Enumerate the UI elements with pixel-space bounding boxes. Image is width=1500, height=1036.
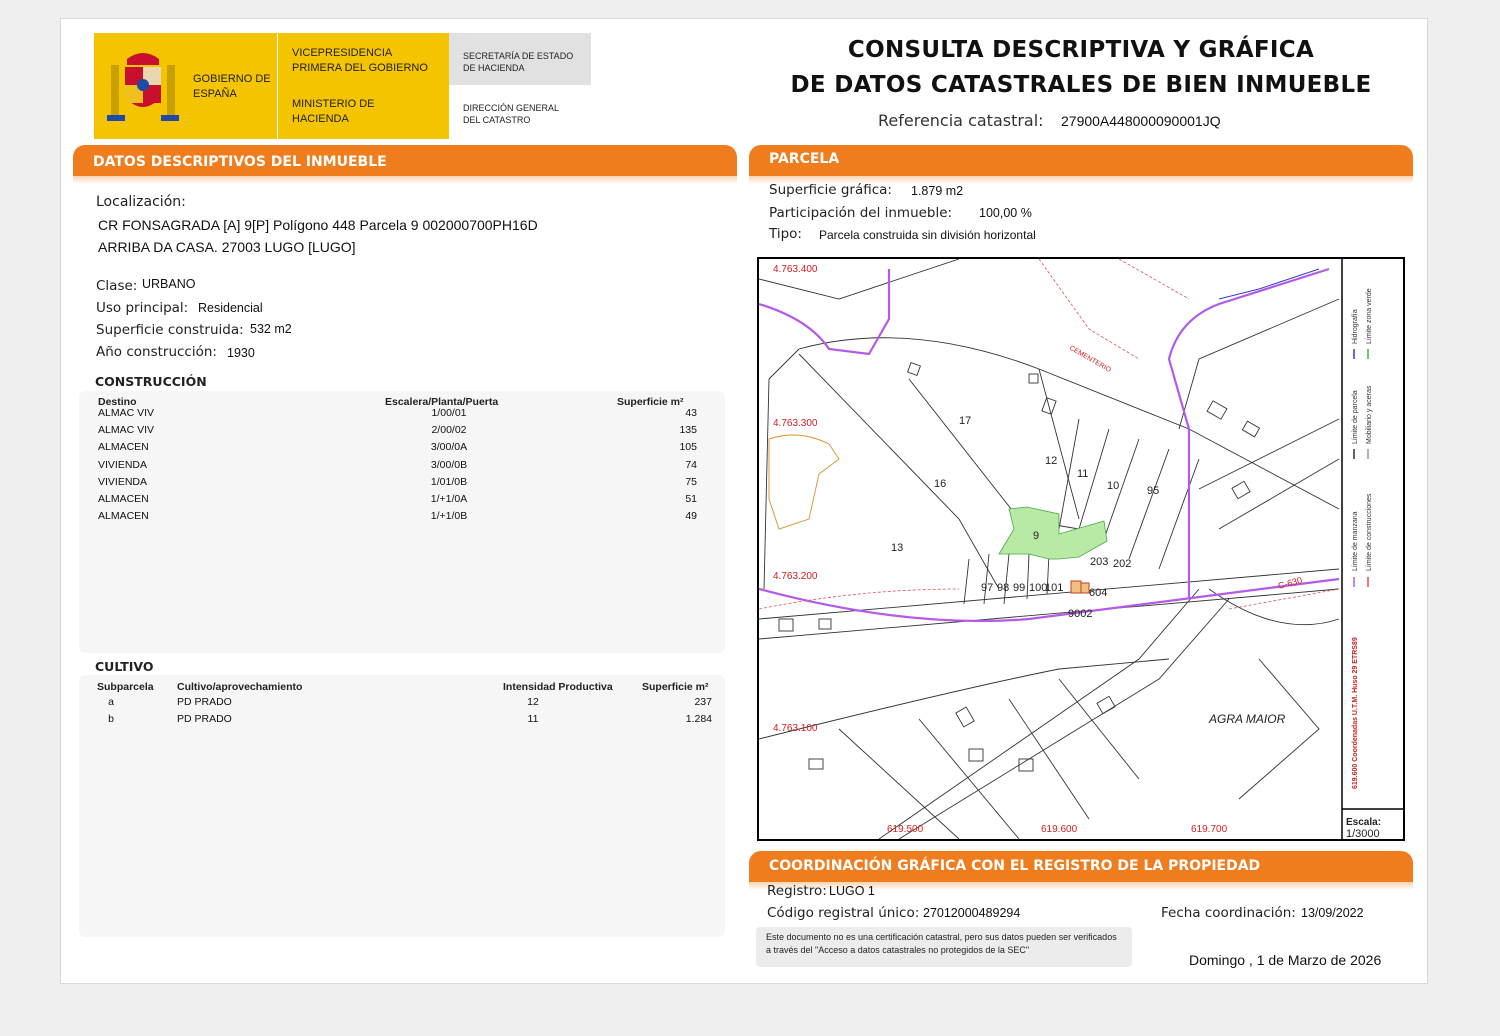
construccion-cell: ALMACEN bbox=[98, 510, 149, 523]
cultivo-cell: 12 bbox=[527, 696, 539, 708]
tipo-value: Parcela construida sin división horizontal bbox=[819, 228, 1036, 242]
construccion-cell: 135 bbox=[679, 424, 697, 437]
construccion-cell: 3/00/0A bbox=[430, 441, 468, 454]
construccion-cell: 1/00/01 bbox=[431, 407, 467, 419]
legend-mobiliario: Mobiliario y aceras bbox=[1366, 385, 1373, 444]
anio-label: Año construcción: bbox=[96, 344, 217, 360]
legend-zona-verde: Límite zona verde bbox=[1366, 288, 1373, 344]
parcela-section-title: PARCELA bbox=[769, 151, 840, 167]
cultivo-cell: 11 bbox=[527, 713, 539, 726]
col-header-cultivo: Cultivo/aprovechamiento bbox=[177, 681, 303, 693]
construccion-cell: 1/+1/0B bbox=[430, 510, 468, 523]
col-header-intensidad: Intensidad Productiva bbox=[503, 681, 613, 693]
localizacion-label: Localización: bbox=[96, 194, 186, 210]
ref-value: 27900A448000090001JQ bbox=[1061, 113, 1221, 129]
coord-y1: 4.763.400 bbox=[773, 264, 818, 275]
gobierno-text: GOBIERNO DE ESPAÑA bbox=[193, 73, 271, 100]
coord-y3: 4.763.200 bbox=[773, 571, 818, 582]
cadastral-map[interactable] bbox=[757, 257, 1405, 841]
map-drawing bbox=[759, 259, 1403, 839]
col-header-escalera: Escalera/Planta/Puerta bbox=[385, 396, 499, 408]
parcela-section-header bbox=[749, 145, 1413, 179]
parcel-number: 101 bbox=[1045, 582, 1064, 594]
street-label-c630: C-630 bbox=[1276, 574, 1304, 591]
construccion-cell: ALMAC VIV bbox=[98, 407, 155, 419]
cultivo-title: CULTIVO bbox=[95, 659, 154, 674]
construccion-cell: ALMACEN bbox=[98, 441, 149, 454]
title-line1: CONSULTA DESCRIPTIVA Y GRÁFICA bbox=[847, 37, 1315, 63]
area-label-agra-maior: AGRA MAIOR bbox=[1209, 712, 1286, 726]
street-label-cementerio: CEMENTERIO bbox=[1068, 344, 1112, 375]
fecha-coordinacion-label: Fecha coordinación: bbox=[1161, 905, 1296, 921]
ministerio-text: MINISTERIO DE HACIENDA bbox=[292, 98, 375, 125]
codigo-label: Código registral único: bbox=[767, 905, 920, 921]
construccion-cell: VIVIENDA bbox=[98, 475, 148, 488]
parcel-number: 9 bbox=[1033, 530, 1040, 542]
construccion-cell: VIVIENDA bbox=[98, 458, 148, 471]
tipo-label: Tipo: bbox=[769, 226, 802, 242]
codigo-value: 27012000489294 bbox=[923, 906, 1021, 920]
datos-section-header bbox=[73, 145, 737, 179]
construccion-cell: 2/00/02 bbox=[431, 424, 467, 437]
participacion-value: 100,00 % bbox=[979, 206, 1032, 220]
construccion-cell: 1/+1/0A bbox=[430, 493, 468, 505]
cultivo-cell: PD PRADO bbox=[177, 696, 232, 708]
parcel-number: 12 bbox=[1045, 455, 1058, 467]
parcel-number: 9002 bbox=[1068, 608, 1093, 620]
coord-x2: 619.600 bbox=[1041, 824, 1078, 835]
construccion-cell: ALMACEN bbox=[98, 493, 149, 505]
parcel-number: 100 bbox=[1029, 582, 1048, 594]
participacion-label: Participación del inmueble: bbox=[769, 205, 953, 221]
cultivo-cell: b bbox=[108, 713, 114, 726]
parcel-number: 604 bbox=[1089, 587, 1108, 599]
localizacion-line1: CR FONSAGRADA [A] 9[P] Polígono 448 Parcela 9 002000700PH16D bbox=[98, 217, 538, 233]
construccion-title: CONSTRUCCIÓN bbox=[95, 374, 207, 389]
cultivo-cell: PD PRADO bbox=[177, 713, 232, 726]
superficie-label: Superficie construida: bbox=[96, 322, 244, 338]
construccion-cell: ALMAC VIV bbox=[98, 424, 155, 437]
fecha-coordinacion-value: 13/09/2022 bbox=[1301, 906, 1364, 920]
legend-limite-parcela: Límite de parcela bbox=[1352, 390, 1359, 444]
construccion-cell: 3/00/0B bbox=[430, 458, 468, 471]
parcel-number: 202 bbox=[1113, 558, 1132, 570]
parcel-number: 17 bbox=[959, 415, 972, 427]
construccion-cell: 1/01/0B bbox=[430, 475, 468, 488]
secretaria-text: SECRETARÍA DE ESTADO DE HACIENDA bbox=[463, 51, 574, 73]
legend-limite-construcciones: Límite de construcciones bbox=[1366, 493, 1373, 571]
superficie-value: 532 m2 bbox=[250, 322, 292, 336]
col-header-superficie: Superficie m² bbox=[617, 396, 684, 408]
cultivo-table bbox=[79, 675, 725, 937]
direccion-text: DIRECCIÓN GENERAL DEL CATASTRO bbox=[463, 103, 559, 125]
cultivo-cell: a bbox=[108, 696, 114, 708]
title-line2: DE DATOS CATASTRALES DE BIEN INMUEBLE bbox=[790, 72, 1372, 98]
parcel-number: 95 bbox=[1147, 485, 1160, 497]
sup-grafica-label: Superficie gráfica: bbox=[769, 182, 892, 198]
parcel-number: 99 bbox=[1013, 582, 1026, 594]
col-header-superficie-cultivo: Superficie m² bbox=[642, 681, 709, 693]
anio-value: 1930 bbox=[227, 346, 255, 360]
construccion-cell: 74 bbox=[685, 458, 697, 471]
construccion-cell: 43 bbox=[685, 407, 697, 419]
document-sheet bbox=[60, 18, 1428, 984]
localizacion-line2: ARRIBA DA CASA. 27003 LUGO [LUGO] bbox=[98, 239, 356, 255]
parcel-number: 98 bbox=[997, 582, 1010, 594]
construccion-table bbox=[79, 391, 725, 653]
datos-section-title: DATOS DESCRIPTIVOS DEL INMUEBLE bbox=[93, 154, 387, 170]
coordinacion-section-title: COORDINACIÓN GRÁFICA CON EL REGISTRO DE LA PROPIEDAD bbox=[769, 858, 1261, 874]
parcel-number: 203 bbox=[1090, 556, 1109, 568]
parcel-number: 10 bbox=[1107, 480, 1120, 492]
parcel-number: 16 bbox=[934, 478, 947, 490]
registro-value: LUGO 1 bbox=[829, 884, 875, 898]
col-header-subparcela: Subparcela bbox=[97, 681, 154, 693]
clase-value: URBANO bbox=[142, 277, 196, 291]
parcel-number: 97 bbox=[981, 582, 994, 594]
construccion-cell: 49 bbox=[685, 510, 697, 523]
parcel-number: 11 bbox=[1077, 468, 1089, 480]
sup-grafica-value: 1.879 m2 bbox=[911, 184, 964, 198]
scale-label: Escala: bbox=[1346, 817, 1382, 828]
uso-label: Uso principal: bbox=[96, 300, 189, 316]
coord-x3: 619.700 bbox=[1191, 824, 1228, 835]
registro-label: Registro: bbox=[767, 883, 827, 899]
vicepresidencia-text: VICEPRESIDENCIA PRIMERA DEL GOBIERNO bbox=[292, 47, 428, 74]
legend-hidrografia: Hidrografía bbox=[1352, 309, 1359, 344]
clase-label: Clase: bbox=[96, 278, 138, 294]
ref-label: Referencia catastral: bbox=[878, 111, 1044, 130]
legend-coord-note: 619.600 Coordenadas U.T.M. Huso 29 ETRS89 bbox=[1352, 637, 1359, 789]
uso-value: Residencial bbox=[198, 301, 263, 315]
construccion-cell: 105 bbox=[679, 441, 697, 454]
cultivo-cell: 1.284 bbox=[685, 713, 712, 726]
coord-y4: 4.763.100 bbox=[773, 723, 818, 734]
document-date: Domingo , 1 de Marzo de 2026 bbox=[1189, 952, 1382, 968]
construccion-cell: 75 bbox=[685, 475, 697, 488]
scale-value: 1/3000 bbox=[1346, 828, 1380, 839]
coord-x1: 619.500 bbox=[887, 824, 924, 835]
disclaimer-note: Este documento no es una certificación catastral, pero sus datos pueden ser verificados a través del "Acceso a datos catastrales no protegidos de la SEC" bbox=[756, 927, 1132, 967]
coord-y2: 4.763.300 bbox=[773, 418, 818, 429]
col-header-destino: Destino bbox=[98, 396, 137, 408]
coordinacion-section-header bbox=[749, 851, 1413, 885]
coat-of-arms-icon bbox=[105, 45, 181, 127]
construccion-cell: 51 bbox=[685, 493, 697, 505]
parcel-number: 13 bbox=[891, 542, 904, 554]
cultivo-cell: 237 bbox=[694, 696, 712, 708]
legend-limite-manzana: Límite de manzana bbox=[1352, 511, 1359, 571]
